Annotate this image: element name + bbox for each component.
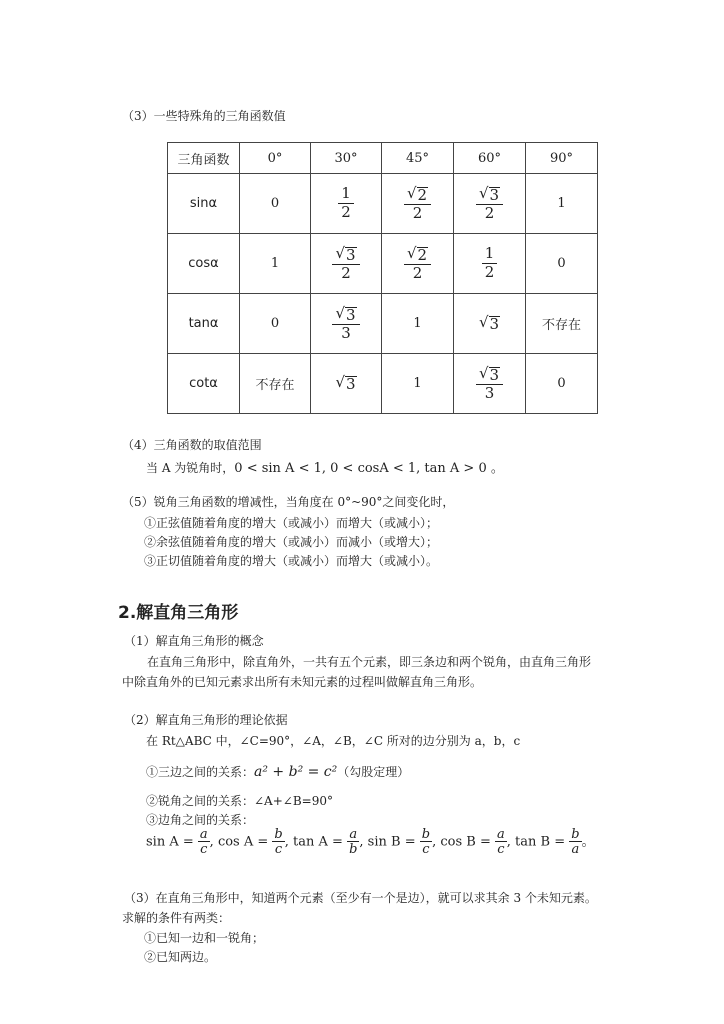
fraction-b-over-c: $\frac{b}{c}$ bbox=[274, 827, 283, 857]
header-cell: 45° bbox=[382, 143, 454, 174]
table-cell: 1 bbox=[382, 354, 454, 414]
p3-line1: （3）在直角三角形中，知道两个元素（至少有一个是边），就可以求其余 3 个未知元素。 bbox=[124, 891, 597, 905]
table-cell bbox=[454, 234, 526, 294]
fraction: √ 3 2 bbox=[332, 246, 359, 282]
table-row-cot bbox=[168, 354, 598, 414]
p2-item-1 bbox=[146, 763, 409, 780]
comma: , bbox=[209, 834, 214, 850]
square-root: √ 3 bbox=[478, 183, 500, 204]
cos-b-label: cos B = bbox=[440, 834, 491, 850]
table-row-sin bbox=[168, 174, 598, 234]
table-row-cos bbox=[168, 234, 598, 294]
table-cell bbox=[311, 234, 382, 294]
table-cell bbox=[382, 234, 454, 294]
p2-title: （2）解直角三角形的理论依据 bbox=[124, 713, 288, 727]
p3-item: ①已知一边和一锐角； bbox=[144, 931, 265, 945]
section-5-title: （5）锐角三角函数的增减性，当角度在 0°~90°之间变化时， bbox=[122, 495, 455, 509]
table-cell bbox=[311, 354, 382, 414]
special-angles-table bbox=[167, 142, 598, 414]
fraction-a-over-c: $\frac{a}{c}$ bbox=[496, 827, 505, 857]
table-cell: 不存在 bbox=[526, 294, 598, 354]
square-root: √ 3 bbox=[335, 243, 356, 264]
table-cell: 1 bbox=[240, 234, 311, 294]
fraction-a-over-b: $\frac{a}{b}$ bbox=[349, 827, 358, 857]
header-cell: 60° bbox=[454, 143, 526, 174]
header-cell: 30° bbox=[311, 143, 382, 174]
fraction: √ 3 3 bbox=[476, 366, 503, 402]
tan-a-label: tan A = bbox=[293, 834, 343, 850]
p2-item-1-note: （勾股定理） bbox=[337, 765, 410, 779]
p2-item-3: ③边角之间的关系： bbox=[146, 813, 255, 827]
square-root: √ 2 bbox=[406, 183, 428, 204]
fraction: $\frac{1}{2}$ bbox=[482, 246, 498, 281]
tan-b-label: tan B = bbox=[515, 834, 566, 850]
p1-body-line2: 中除直角外的已知元素求出所有未知元素的过程叫做解直角三角形。 bbox=[122, 675, 483, 689]
square-root: √ 3 bbox=[478, 313, 500, 333]
section-3-title: （3）一些特殊角的三角函数值 bbox=[122, 109, 286, 123]
header-cell: 90° bbox=[526, 143, 598, 174]
row-label: sinα bbox=[168, 174, 240, 234]
table-header-row bbox=[168, 143, 598, 174]
header-cell: 0° bbox=[240, 143, 311, 174]
table-cell bbox=[454, 174, 526, 234]
section-5-item: ②余弦值随着角度的增大（或减小）而减小（或增大）； bbox=[144, 535, 439, 549]
row-label: tanα bbox=[168, 294, 240, 354]
header-cell: 三角函数 bbox=[168, 143, 240, 174]
section-4-body bbox=[146, 457, 504, 476]
table-cell bbox=[454, 294, 526, 354]
p1-title: （1）解直角三角形的概念 bbox=[124, 634, 264, 648]
p2-line: 在 Rt△ABC 中，∠C=90°，∠A，∠B，∠C 所对的边分别为 a，b，c bbox=[146, 734, 521, 748]
p2-item-2: ②锐角之间的关系：∠A+∠B=90° bbox=[146, 794, 333, 808]
table-cell: 0 bbox=[526, 234, 598, 294]
table-cell: 1 bbox=[382, 294, 454, 354]
fraction: √ 3 3 bbox=[332, 306, 359, 342]
table-cell: 0 bbox=[526, 354, 598, 414]
pythagorean-formula: a² + b² = c² bbox=[254, 764, 338, 780]
row-label: cosα bbox=[168, 234, 240, 294]
fraction: √ 3 2 bbox=[476, 186, 503, 222]
section-4-title: （4）三角函数的取值范围 bbox=[122, 438, 262, 452]
fraction-b-over-c: $\frac{b}{c}$ bbox=[421, 827, 431, 857]
comma: , bbox=[506, 834, 511, 850]
table-cell: 0 bbox=[240, 174, 311, 234]
row-label: cotα bbox=[168, 354, 240, 414]
square-root: √ 2 bbox=[406, 243, 428, 264]
fraction: $\frac{1}{2}$ bbox=[338, 186, 354, 221]
sin-b-label: sin B = bbox=[367, 834, 416, 850]
p2-item-1-label: ①三边之间的关系： bbox=[146, 765, 255, 779]
fraction: √ 2 2 bbox=[404, 186, 431, 222]
cos-a-label: cos A = bbox=[217, 834, 269, 850]
fraction-b-over-a: $\frac{b}{a}$ bbox=[571, 827, 580, 857]
table-cell: 1 bbox=[526, 174, 598, 234]
section-4-formula: 0 < sin A < 1, 0 < cosA < 1, tan A > 0 。 bbox=[234, 461, 504, 476]
p3-line2: 求解的条件有两类： bbox=[122, 911, 231, 925]
square-root: √ 3 bbox=[335, 373, 356, 393]
section-5-item: ①正弦值随着角度的增大（或减小）而增大（或减小）； bbox=[144, 516, 439, 530]
square-root: √ 3 bbox=[335, 303, 356, 324]
table-cell bbox=[454, 354, 526, 414]
table-cell bbox=[382, 174, 454, 234]
table-cell: 不存在 bbox=[240, 354, 311, 414]
p3-item: ②已知两边。 bbox=[144, 950, 217, 964]
section-5-item: ③正切值随着角度的增大（或减小）而增大（或减小）。 bbox=[144, 554, 439, 568]
table-cell bbox=[311, 294, 382, 354]
ratio-formulas bbox=[146, 828, 595, 856]
heading-solve-right-triangle: 2.解直角三角形 bbox=[118, 603, 239, 623]
fraction-a-over-c: $\frac{a}{c}$ bbox=[199, 827, 208, 857]
comma: , bbox=[284, 834, 289, 850]
table-row-tan bbox=[168, 294, 598, 354]
comma: , bbox=[359, 834, 364, 850]
square-root: √ 3 bbox=[478, 363, 500, 384]
sin-a-label: sin A = bbox=[146, 834, 194, 850]
fraction: √ 2 2 bbox=[404, 246, 431, 282]
p1-body-line1: 在直角三角形中，除直角外，一共有五个元素，即三条边和两个锐角，由直角三角形 bbox=[147, 655, 592, 669]
table-cell bbox=[311, 174, 382, 234]
table-cell: 0 bbox=[240, 294, 311, 354]
period: 。 bbox=[581, 834, 595, 850]
section-4-prefix: 当 A 为锐角时， bbox=[146, 461, 235, 475]
comma: , bbox=[432, 834, 437, 850]
